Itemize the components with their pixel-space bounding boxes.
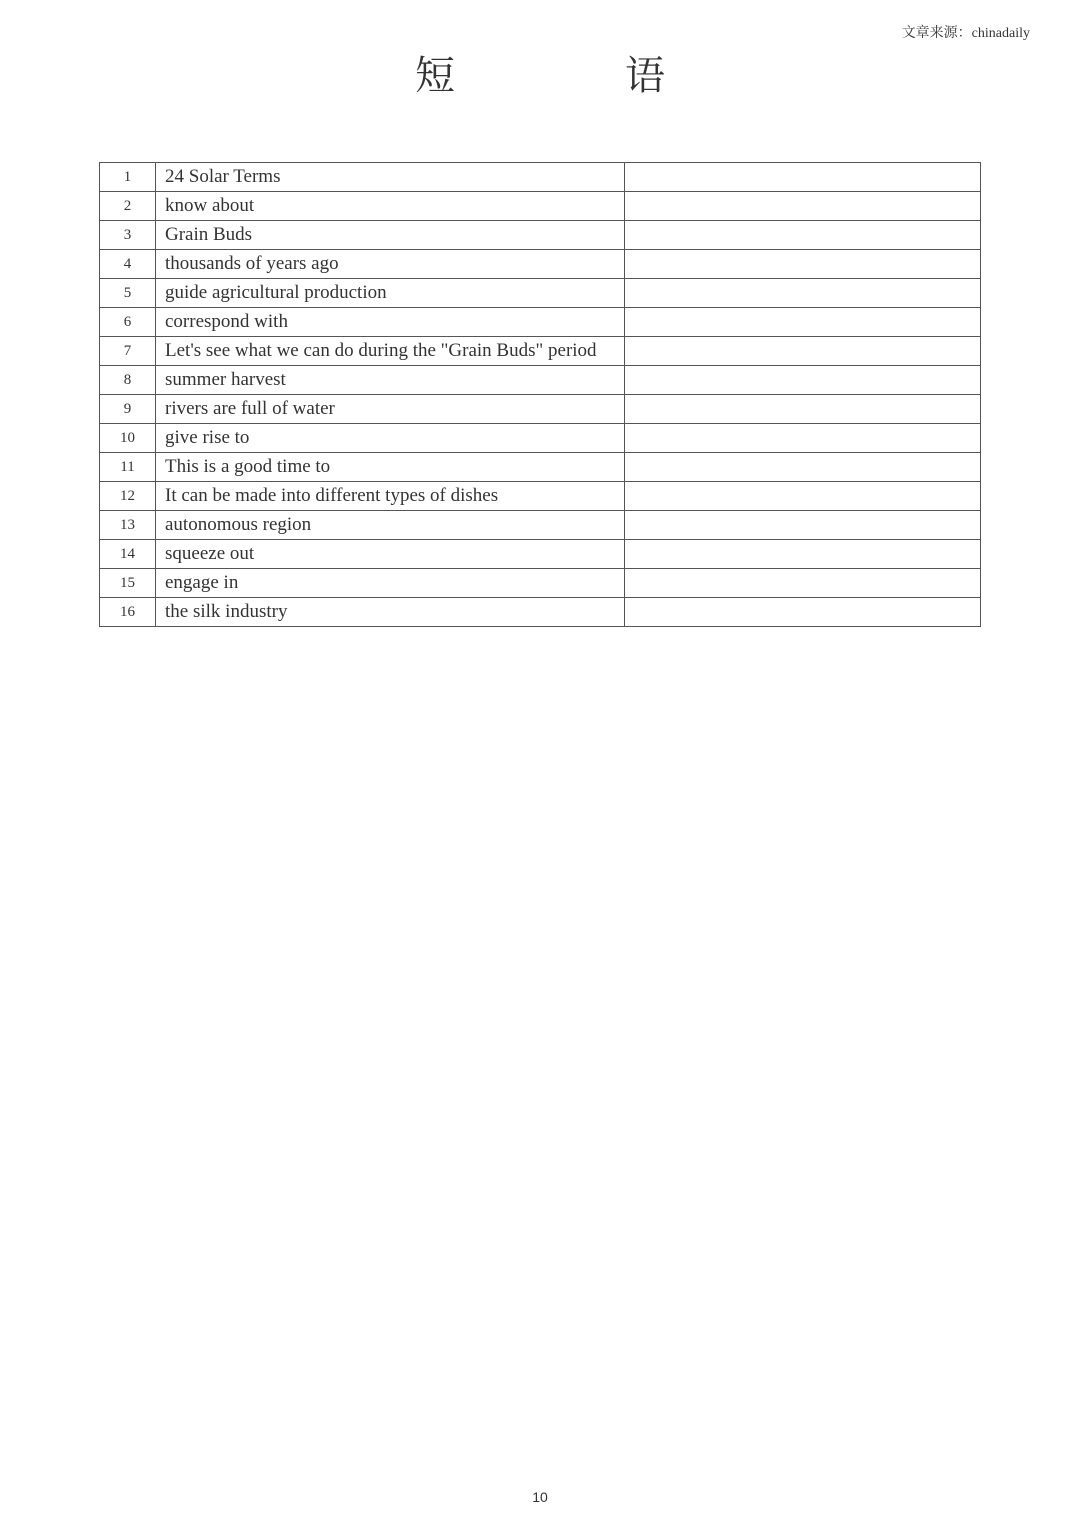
phrase-text: the silk industry xyxy=(156,598,625,627)
phrase-text: give rise to xyxy=(156,424,625,453)
answer-cell[interactable] xyxy=(625,337,981,366)
row-number: 10 xyxy=(100,424,156,453)
table-row xyxy=(100,511,981,540)
row-number: 1 xyxy=(100,163,156,192)
table-row xyxy=(100,395,981,424)
answer-cell[interactable] xyxy=(625,250,981,279)
row-number: 6 xyxy=(100,308,156,337)
phrase-text: summer harvest xyxy=(156,366,625,395)
answer-cell[interactable] xyxy=(625,163,981,192)
answer-cell[interactable] xyxy=(625,598,981,627)
table-row xyxy=(100,598,981,627)
answer-cell[interactable] xyxy=(625,192,981,221)
answer-cell[interactable] xyxy=(625,221,981,250)
phrase-text: correspond with xyxy=(156,308,625,337)
phrase-text: guide agricultural production xyxy=(156,279,625,308)
phrase-text: Grain Buds xyxy=(156,221,625,250)
table-row xyxy=(100,308,981,337)
answer-cell[interactable] xyxy=(625,308,981,337)
page-title: 短 语 xyxy=(415,53,745,98)
phrase-table xyxy=(99,162,981,627)
answer-cell[interactable] xyxy=(625,279,981,308)
phrase-text: This is a good time to xyxy=(156,453,625,482)
row-number: 15 xyxy=(100,569,156,598)
answer-cell[interactable] xyxy=(625,366,981,395)
answer-cell[interactable] xyxy=(625,511,981,540)
phrase-text: rivers are full of water xyxy=(156,395,625,424)
phrase-text: know about xyxy=(156,192,625,221)
phrase-text: 24 Solar Terms xyxy=(156,163,625,192)
table-row xyxy=(100,424,981,453)
phrase-text: autonomous region xyxy=(156,511,625,540)
phrase-text: engage in xyxy=(156,569,625,598)
table-row xyxy=(100,482,981,511)
table-row xyxy=(100,540,981,569)
row-number: 5 xyxy=(100,279,156,308)
phrase-text: It can be made into different types of dishes xyxy=(156,482,625,511)
table-row xyxy=(100,163,981,192)
row-number: 14 xyxy=(100,540,156,569)
answer-cell[interactable] xyxy=(625,569,981,598)
row-number: 2 xyxy=(100,192,156,221)
table-row xyxy=(100,192,981,221)
row-number: 3 xyxy=(100,221,156,250)
phrase-text: squeeze out xyxy=(156,540,625,569)
answer-cell[interactable] xyxy=(625,482,981,511)
table-row xyxy=(100,250,981,279)
page-number: 10 xyxy=(532,1489,548,1505)
row-number: 4 xyxy=(100,250,156,279)
table-row xyxy=(100,366,981,395)
row-number: 13 xyxy=(100,511,156,540)
table-row xyxy=(100,221,981,250)
phrase-text: thousands of years ago xyxy=(156,250,625,279)
source-note: 文章来源：chinadaily xyxy=(901,26,1030,41)
table-row xyxy=(100,279,981,308)
answer-cell[interactable] xyxy=(625,540,981,569)
table-row xyxy=(100,569,981,598)
row-number: 16 xyxy=(100,598,156,627)
row-number: 7 xyxy=(100,337,156,366)
row-number: 9 xyxy=(100,395,156,424)
row-number: 11 xyxy=(100,453,156,482)
answer-cell[interactable] xyxy=(625,453,981,482)
answer-cell[interactable] xyxy=(625,395,981,424)
table-row xyxy=(100,337,981,366)
row-number: 12 xyxy=(100,482,156,511)
row-number: 8 xyxy=(100,366,156,395)
answer-cell[interactable] xyxy=(625,424,981,453)
phrase-text: Let's see what we can do during the "Grain Buds" period xyxy=(156,337,625,366)
table-row xyxy=(100,453,981,482)
